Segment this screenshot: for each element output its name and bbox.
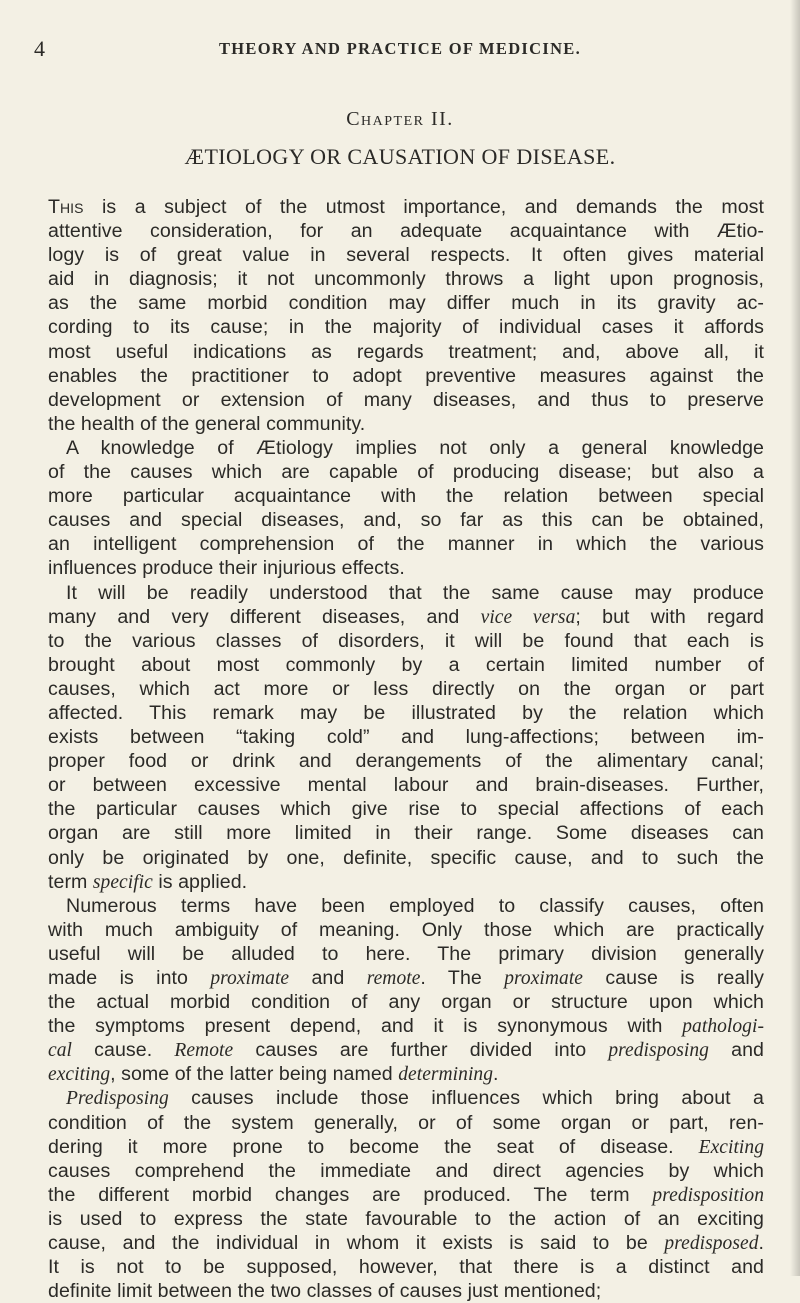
text-line <box>48 918 764 942</box>
text-line <box>48 701 764 725</box>
text-run: is used to express the state favourable to the action of an exciting <box>48 1207 764 1230</box>
text-run: . The <box>420 967 505 989</box>
text-run: and <box>708 1039 764 1062</box>
text-line <box>48 364 764 388</box>
text-run: many and very different diseases, and <box>48 605 481 628</box>
text-run: predisposing <box>608 1040 709 1062</box>
text-run: proximate <box>504 968 583 989</box>
text-run: proper food or drink and derangements of the alimentary canal; <box>48 750 764 773</box>
text-run: to the various classes of disorders, it will be found that each is <box>48 629 764 652</box>
text-run: exists between “taking cold” and lung-affections; between im- <box>48 726 764 749</box>
text-run: the particular causes which give rise to special affections of each <box>48 798 764 821</box>
text-line <box>48 532 764 556</box>
text-run: Exciting <box>698 1136 764 1158</box>
running-title: THEORY AND PRACTICE OF MEDICINE. <box>218 39 582 58</box>
text-line <box>48 773 764 797</box>
text-line <box>48 1038 764 1062</box>
text-line <box>48 340 764 364</box>
text-run: determining <box>398 1064 494 1086</box>
text-line <box>48 1111 764 1135</box>
text-line <box>48 629 764 653</box>
text-line <box>48 412 764 436</box>
text-line <box>48 725 764 749</box>
text-run: causes comprehend the immediate and direct agencies by which <box>48 1159 764 1182</box>
text-line <box>48 1135 764 1159</box>
text-line <box>48 484 764 508</box>
text-run: definite limit between the two classes of causes just mentioned; <box>48 1280 602 1303</box>
text-line <box>48 243 764 267</box>
text-run: more particular acquaintance with the relation between special <box>48 485 764 508</box>
text-run: pathologi- <box>682 1016 764 1038</box>
text-run: logy is of great value in several respects. It often gives material <box>48 244 764 267</box>
text-run: an intelligent comprehension of the manner in which the various <box>48 533 764 556</box>
text-run: the symptoms present depend, and it is synonymous with <box>48 1015 683 1038</box>
running-head <box>34 36 766 62</box>
text-run: most useful indications as regards treatment; and, above all, it <box>48 340 764 363</box>
text-line <box>48 894 764 918</box>
text-run: predisposed <box>664 1233 759 1255</box>
text-run: attentive consideration, for an adequate acquaintance with Ætio- <box>48 220 764 243</box>
text-run: vice versa <box>480 606 576 628</box>
text-line <box>48 436 764 460</box>
text-run: only be originated by one, definite, specific cause, and to such the <box>48 846 764 869</box>
chapter-title: ÆTIOLOGY OR CAUSATION OF DISEASE. <box>184 144 616 169</box>
text-run: causes are further divided into <box>233 1039 609 1062</box>
text-run: causes and special diseases, and, so far as this can be obtained, <box>48 509 764 532</box>
text-line <box>48 219 764 243</box>
text-line <box>48 508 764 532</box>
text-line <box>48 1279 764 1303</box>
text-run: organ are still more limited in their range. Some diseases can <box>48 822 764 845</box>
text-run: specific <box>92 871 153 893</box>
text-line <box>48 460 764 484</box>
text-run: made is into <box>48 967 211 989</box>
text-run: ; but with regard <box>575 605 764 628</box>
text-run: proximate <box>210 968 290 989</box>
text-run: It is not to be supposed, however, that there is a distinct and <box>48 1256 764 1279</box>
text-run: the actual morbid condition of any organ or structure upon which <box>48 991 764 1014</box>
body-text <box>48 195 764 1303</box>
text-line <box>48 749 764 773</box>
text-run: is applied. <box>152 870 248 893</box>
text-line <box>48 677 764 701</box>
text-run: Predisposing <box>66 1088 169 1110</box>
text-line <box>48 966 764 990</box>
text-run: cording to its cause; in the majority of individual cases it affords <box>48 316 764 339</box>
text-run: enables the practitioner to adopt preventive measures against the <box>48 364 764 387</box>
text-run: causes include those influences which bring about a <box>168 1087 764 1110</box>
text-line <box>48 942 764 966</box>
page-edge-shadow <box>790 0 800 1276</box>
text-line <box>48 1183 764 1207</box>
text-run: development or extension of many diseases, and thus to preserve <box>48 388 764 411</box>
text-run: the health of the general community. <box>48 412 366 435</box>
text-run: brought about most commonly by a certain limited number of <box>48 653 764 676</box>
text-run: . <box>758 1232 764 1255</box>
text-run: cal <box>48 1040 72 1062</box>
text-run: cause. <box>71 1039 175 1062</box>
text-run: aid in diagnosis; it not uncommonly throws a light upon prognosis, <box>48 268 764 291</box>
text-line <box>48 846 764 870</box>
chapter-label: Chapter II. <box>346 108 454 130</box>
text-run: . <box>493 1063 499 1086</box>
text-run: Remote <box>174 1040 234 1062</box>
text-line <box>48 195 764 219</box>
text-line <box>48 870 764 894</box>
text-run: cause, and the individual in whom it exists is said to be <box>48 1232 665 1255</box>
text-run: Numerous terms have been employed to classify causes, often <box>66 894 764 917</box>
text-line <box>48 388 764 412</box>
text-line <box>48 821 764 845</box>
text-run: A knowledge of Ætiology implies not only a general knowledge <box>66 436 764 459</box>
text-line <box>48 797 764 821</box>
text-run: with much ambiguity of meaning. Only those which are practically <box>48 918 764 941</box>
text-run: or between excessive mental labour and brain-diseases. Further, <box>48 774 764 797</box>
text-run: exciting <box>48 1064 111 1086</box>
text-run: condition of the system generally, or of some organ or part, ren- <box>48 1111 764 1134</box>
text-run: It will be readily understood that the same cause may produce <box>66 581 764 604</box>
text-run: cause is really <box>583 967 764 989</box>
text-line <box>48 291 764 315</box>
text-run: influences produce their injurious effects. <box>48 557 405 580</box>
text-run: affected. This remark may be illustrated by the relation which <box>48 701 764 724</box>
text-run: remote <box>366 968 421 989</box>
text-line <box>48 605 764 629</box>
text-line <box>48 267 764 291</box>
page-number: 4 <box>34 36 45 61</box>
text-run: as the same morbid condition may differ much in its gravity ac- <box>48 292 764 315</box>
text-line <box>48 1207 764 1231</box>
text-run: term <box>48 870 93 893</box>
text-line <box>48 1014 764 1038</box>
text-run: of the causes which are capable of producing disease; but also a <box>48 461 764 484</box>
text-line <box>48 653 764 677</box>
text-line <box>48 556 764 580</box>
text-run: the different morbid changes are produced. The term <box>48 1183 653 1206</box>
text-run: is a subject of the utmost importance, and demands the most <box>83 196 764 218</box>
text-line <box>48 1086 764 1110</box>
text-run: dering it more prone to become the seat of disease. <box>48 1135 699 1158</box>
text-line <box>48 581 764 605</box>
text-run: predisposition <box>652 1184 764 1206</box>
text-run: This <box>48 196 84 218</box>
text-run: causes, which act more or less directly on the organ or part <box>48 677 764 700</box>
text-line <box>48 315 764 339</box>
text-run: , some of the latter being named <box>110 1063 399 1086</box>
text-line <box>48 990 764 1014</box>
text-line <box>48 1159 764 1183</box>
text-line <box>48 1062 764 1086</box>
text-run: and <box>289 967 367 989</box>
text-run: useful will be alluded to here. The primary division generally <box>48 942 764 965</box>
text-line <box>48 1231 764 1255</box>
